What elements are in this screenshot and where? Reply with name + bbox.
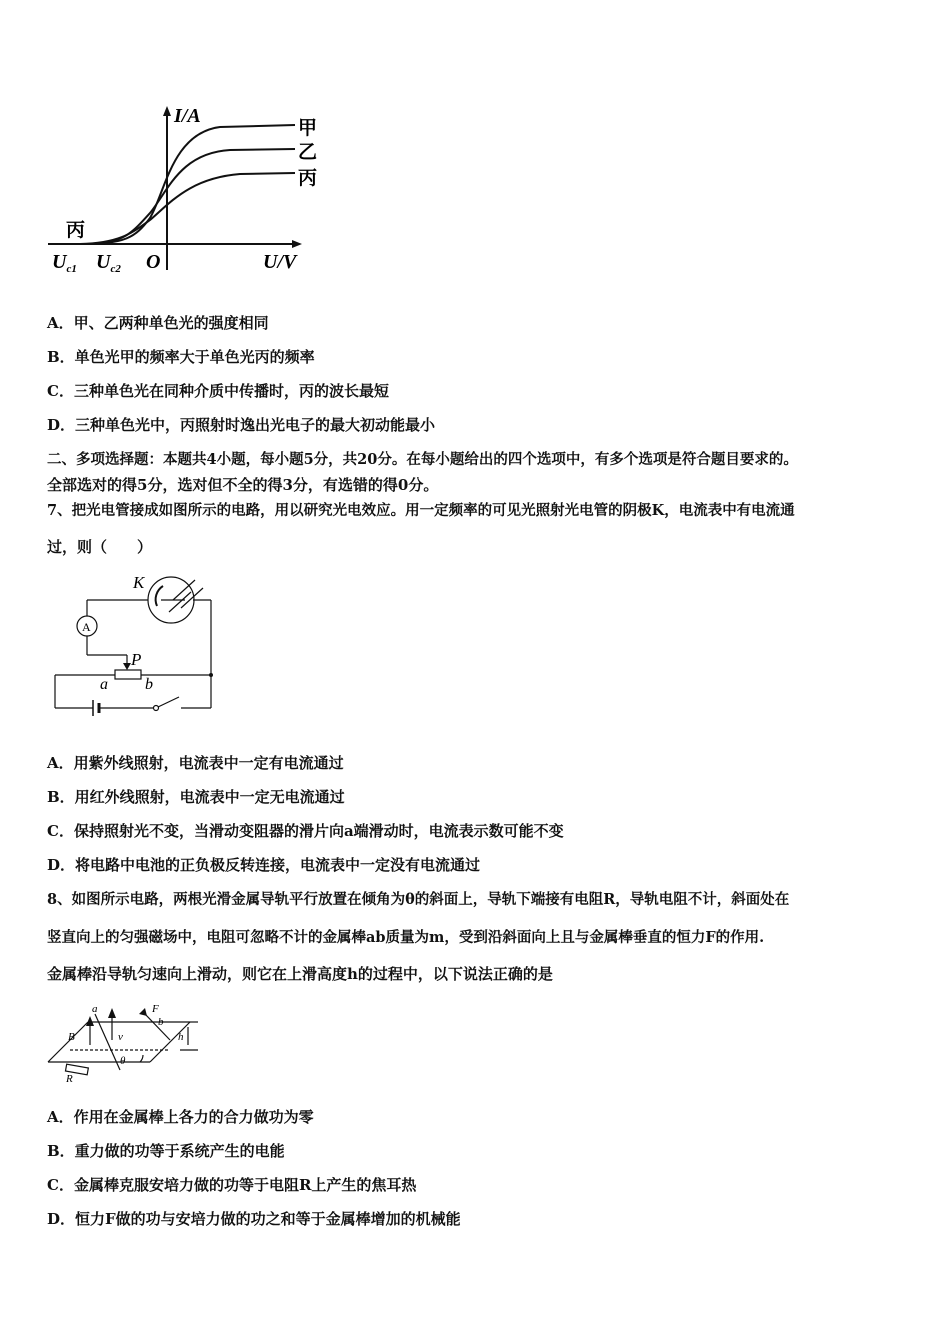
resistor-r-label: R [66, 1073, 73, 1082]
left-label-bing: 丙 [66, 220, 86, 241]
velocity-v-label: v [118, 1031, 123, 1043]
slider-arrow [123, 663, 131, 670]
q7-stem-line2: 过，则（ ） [47, 538, 153, 556]
q8-stem-line3: 金属棒沿导轨匀速向上滑动，则它在上滑高度h的过程中，以下说法正确的是 [47, 965, 553, 983]
rheostat-box [115, 670, 141, 679]
uc2-label: $U_{c2}$ [96, 251, 121, 275]
origin-label: O [146, 251, 161, 273]
rod-a-label: a [92, 1003, 98, 1015]
rheostat-b-label: b [145, 676, 153, 693]
q7-option-c[interactable]: C．保持照射光不变，当滑动变阻器的滑片向a端滑动时，电流表示数可能不变 [47, 822, 564, 840]
q6-option-a[interactable]: A．甲、乙两种单色光的强度相同 [47, 314, 269, 332]
curve-label-jia: 甲 [298, 118, 318, 139]
angle-theta-label: θ [120, 1055, 126, 1067]
x-axis-arrow [292, 240, 302, 248]
q7-stem-line1: 7、把光电管接成如图所示的电路，用以研究光电效应。用一定频率的可见光照射光电管的阴极K，电流表中有电流通 [47, 502, 795, 519]
height-h-label: h [178, 1031, 184, 1043]
curve-yi [95, 149, 295, 244]
q8-option-c[interactable]: C．金属棒克服安培力做的功等于电阻R上产生的焦耳热 [47, 1176, 417, 1194]
q7-option-d[interactable]: D．将电路中电池的正负极反转连接，电流表中一定没有电流通过 [47, 856, 481, 874]
q7-option-a[interactable]: A．用紫外线照射，电流表中一定有电流通过 [47, 754, 344, 772]
uc1-label: $U_{c1}$ [52, 251, 77, 275]
field-b-label: B [68, 1031, 75, 1043]
iu-graph-figure [40, 98, 330, 280]
section2-line2: 全部选对的得5分，选对但不全的得3分，有选错的得0分。 [47, 476, 439, 494]
slider-p-label: P [131, 650, 142, 669]
curve-bing [80, 173, 295, 244]
q7-option-b[interactable]: B．用红外线照射，电流表中一定无电流通过 [47, 788, 345, 806]
q8-stem-line1: 8、如图所示电路，两根光滑金属导轨平行放置在倾角为θ的斜面上，导轨下端接有电阻R，导轨电阻不计，斜面处在 [47, 891, 790, 908]
q6-option-b[interactable]: B．单色光甲的频率大于单色光丙的频率 [47, 348, 315, 366]
q6-option-d[interactable]: D．三种单色光中，丙照射时逸出光电子的最大初动能最小 [47, 416, 436, 434]
q6-option-c[interactable]: C．三种单色光在同种介质中传播时，丙的波长最短 [47, 382, 389, 400]
q8-stem-line2: 竖直向上的匀强磁场中，电阻可忽略不计的金属棒ab质量为m，受到沿斜面向上且与金属棒垂直的恒力F的作用. [47, 929, 765, 946]
cathode-k-label: K [133, 573, 145, 592]
curve-label-bing: 丙 [298, 168, 318, 189]
photocell-circuit-figure [45, 570, 225, 725]
q8-option-a[interactable]: A．作用在金属棒上各力的合力做功为零 [47, 1108, 314, 1126]
curve-label-yi: 乙 [298, 142, 318, 163]
ammeter-a-label: A [82, 620, 91, 634]
q8-option-d[interactable]: D．恒力F做的功与安培力做的功之和等于金属棒增加的机械能 [47, 1210, 461, 1228]
curve-jia [80, 125, 295, 244]
rheostat-a-label: a [100, 676, 108, 693]
force-f-label: F [152, 1003, 159, 1015]
y-axis-label: I/A [174, 105, 201, 127]
rod-b-label: b [158, 1016, 164, 1028]
q8-option-b[interactable]: B．重力做的功等于系统产生的电能 [47, 1142, 285, 1160]
section2-line1: 二、多项选择题：本题共4小题，每小题5分，共20分。在每小题给出的四个选项中，有多个选项是符合题目要求的。 [47, 451, 798, 468]
inclined-rails-figure [40, 1000, 210, 1082]
x-axis-label: U/V [263, 251, 297, 273]
y-axis-arrow [163, 106, 171, 116]
